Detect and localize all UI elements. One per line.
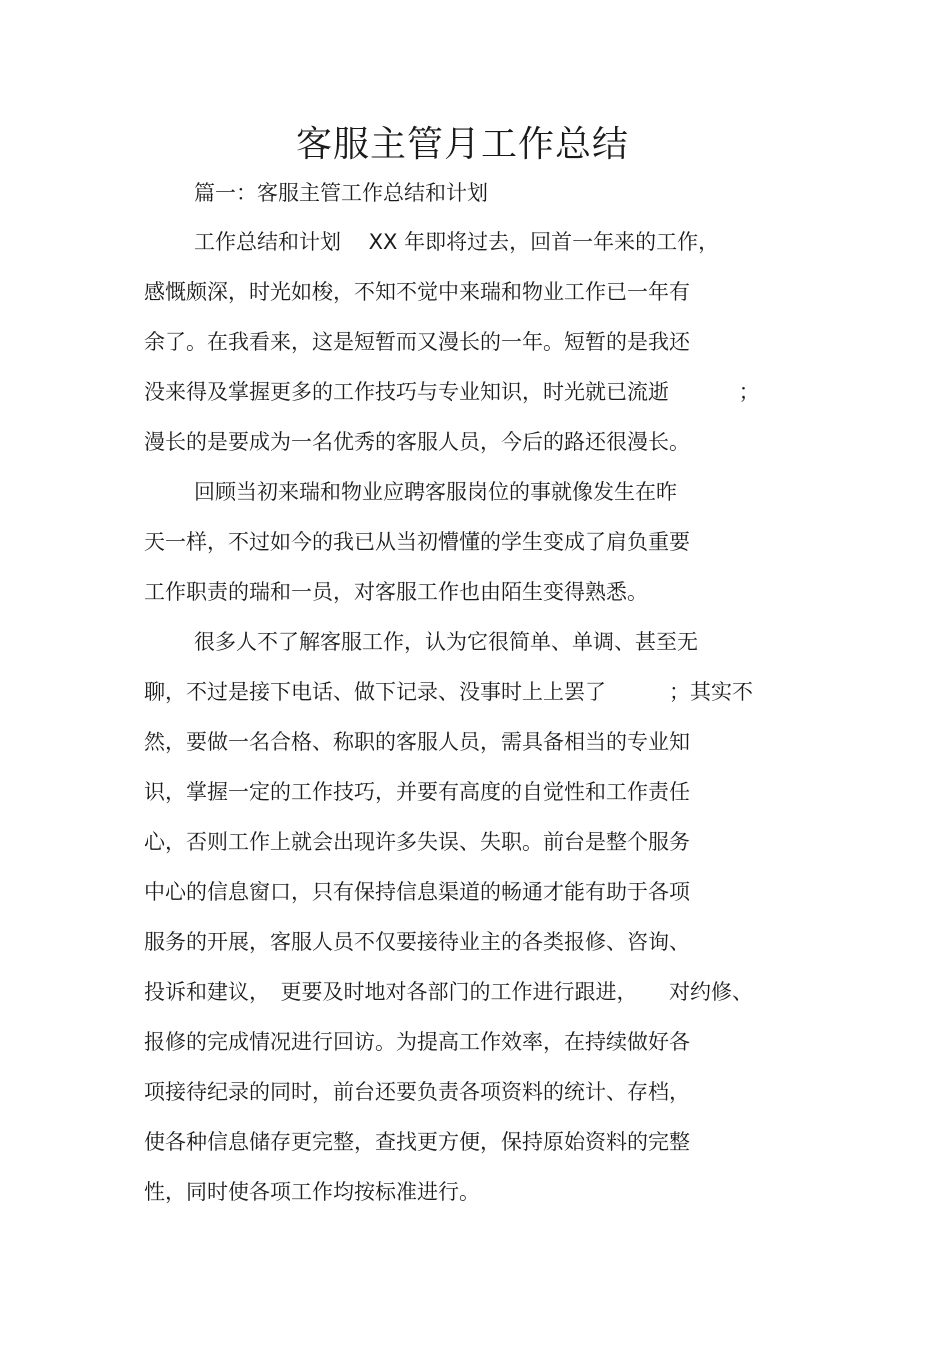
paragraph-line: 感慨颇深，时光如梭，不知不觉中来瑞和物业工作已一年有 xyxy=(144,280,690,304)
paragraph-line: 很多人不了解客服工作，认为它很简单、单调、甚至无 xyxy=(194,630,698,654)
paragraph-line: 使各种信息储存更完整，查找更方便，保持原始资料的完整 xyxy=(144,1130,690,1154)
paragraph-line: 聊，不过是接下电话、做下记录、没事时上上罢了 ；其实不 xyxy=(144,680,753,704)
paragraph-line: 报修的完成情况进行回访。为提高工作效率，在持续做好各 xyxy=(144,1030,690,1054)
paragraph-line: 项接待纪录的同时，前台还要负责各项资料的统计、存档， xyxy=(144,1080,690,1104)
paragraph-line: 心，否则工作上就会出现许多失误、失职。前台是整个服务 xyxy=(144,830,690,854)
paragraph-line: 漫长的是要成为一名优秀的客服人员，今后的路还很漫长。 xyxy=(144,430,690,454)
paragraph-line: 服务的开展，客服人员不仅要接待业主的各类报修、咨询、 xyxy=(144,930,690,954)
paragraph-line: 然，要做一名合格、称职的客服人员，需具备相当的专业知 xyxy=(144,730,690,754)
paragraph-line: 工作职责的瑞和一员，对客服工作也由陌生变得熟悉。 xyxy=(144,580,648,604)
paragraph-line: 性，同时使各项工作均按标准进行。 xyxy=(144,1180,480,1204)
paragraph-line: 没来得及掌握更多的工作技巧与专业知识，时光就已流逝 ； xyxy=(144,380,760,404)
paragraph-line: 余了。在我看来，这是短暂而又漫长的一年。短暂的是我还 xyxy=(144,330,690,354)
paragraph-line: 工作总结和计划 XX 年即将过去，回首一年来的工作， xyxy=(194,230,720,254)
paragraph-line: 天一样，不过如今的我已从当初懵懂的学生变成了肩负重要 xyxy=(144,530,690,554)
document-subtitle: 篇一：客服主管工作总结和计划 xyxy=(194,181,488,205)
document-title: 客服主管月工作总结 xyxy=(295,124,629,165)
paragraph-line: 中心的信息窗口，只有保持信息渠道的畅通才能有助于各项 xyxy=(144,880,690,904)
paragraph-line: 回顾当初来瑞和物业应聘客服岗位的事就像发生在昨 xyxy=(194,480,677,504)
paragraph-line: 投诉和建议， 更要及时地对各部门的工作进行跟进， 对约修、 xyxy=(144,980,753,1004)
paragraph-line: 识，掌握一定的工作技巧，并要有高度的自觉性和工作责任 xyxy=(144,780,690,804)
